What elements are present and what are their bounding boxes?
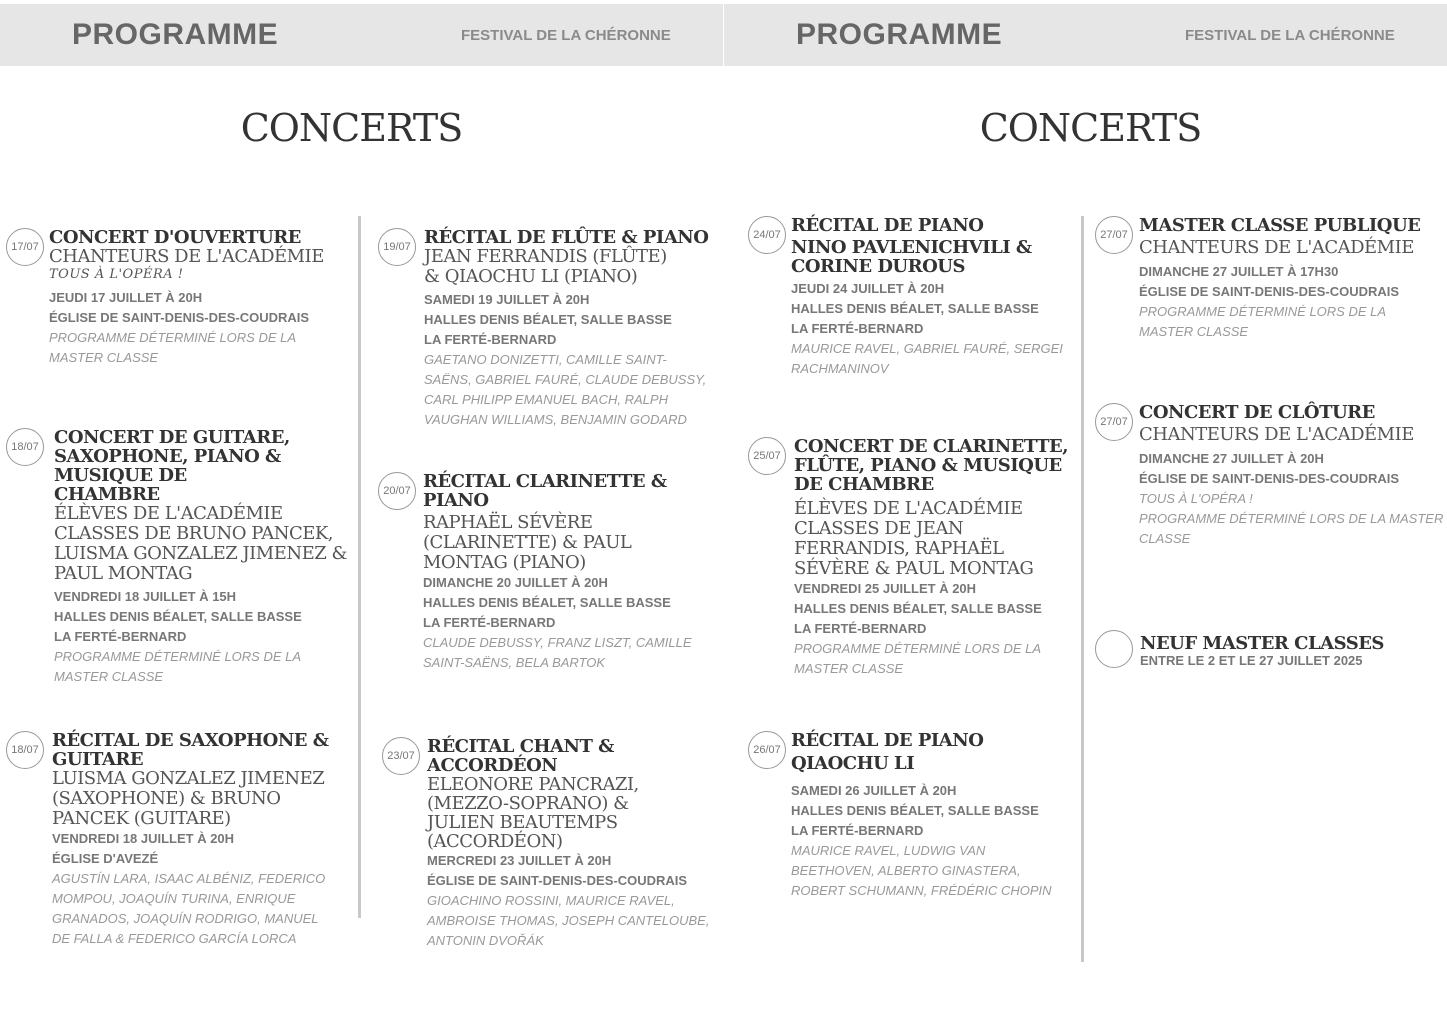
- event-program: GIOACHINO ROSSINI, MAURICE RAVEL, AMBROISE THOMAS, JOSEPH CANTELOUBE, ANTONIN DVOŘÁK: [427, 893, 710, 948]
- date-badge-icon: 24/07: [748, 216, 786, 254]
- header-title: PROGRAMME: [796, 18, 1003, 51]
- event-performers: CHANTEURS DE L'ACADÉMIE: [1139, 237, 1414, 258]
- event-town: LA FERTÉ-BERNARD: [791, 321, 924, 336]
- event-town: LA FERTÉ-BERNARD: [54, 629, 187, 644]
- event-title: NEUF MASTER CLASSES: [1140, 633, 1384, 654]
- event-program: GAETANO DONIZETTI, CAMILLE SAINT-SAËNS, GABRIEL FAURÉ, CLAUDE DEBUSSY, CARL PHILIPP EMANUEL BACH, RALPH VAUGHAN WILLIAMS, BENJAMIN GODARD: [424, 352, 707, 427]
- column-divider: [358, 216, 361, 918]
- event-title: CONCERT DE CLÔTURE: [1139, 402, 1375, 423]
- event-date: VENDREDI 25 JUILLET À 20H: [794, 581, 977, 596]
- event-venue: HALLES DENIS BÉALET, SALLE BASSE: [794, 601, 1042, 616]
- date-badge-icon: 20/07: [378, 472, 416, 510]
- event-title: RÉCITAL CLARINETTE & PIANO: [423, 471, 667, 511]
- header-festival-name: FESTIVAL DE LA CHÉRONNE: [1185, 27, 1395, 44]
- event-program: AGUSTÍN LARA, ISAAC ALBÉNIZ, FEDERICO MOMPOU, JOAQUÍN TURINA, ENRIQUE GRANADOS, JOAQUÍN RODRIGO, MANUEL DE FALLA & FEDERICO GARCÍA LORCA: [52, 871, 326, 946]
- event-program: CLAUDE DEBUSSY, FRANZ LISZT, CAMILLE SAINT-SAËNS, BELA BARTOK: [423, 635, 692, 670]
- program-page-left: [0, 0, 723, 1024]
- event-date: MERCREDI 23 JUILLET À 20H: [427, 853, 612, 868]
- event-item: [1095, 403, 1447, 549]
- date-badge-icon: 27/07: [1095, 216, 1133, 254]
- event-date: VENDREDI 18 JUILLET À 20H: [52, 831, 235, 846]
- event-item: [6, 228, 346, 368]
- event-date: DIMANCHE 20 JUILLET À 20H: [423, 575, 608, 590]
- event-performers: RAPHAËL SÉVÈRE (CLARINETTE) & PAUL MONTAG (PIANO): [423, 512, 632, 573]
- event-item: [1095, 216, 1445, 342]
- event-item: [382, 737, 717, 951]
- date-badge-icon: 25/07: [748, 437, 786, 475]
- event-date: JEUDI 17 JUILLET À 20H: [49, 290, 203, 305]
- section-title: CONCERTS: [979, 106, 1202, 150]
- event-venue: HALLES DENIS BÉALET, SALLE BASSE: [424, 312, 672, 327]
- event-program: PROGRAMME DÉTERMINÉ LORS DE LA MASTER CLASSE: [1139, 304, 1386, 339]
- event-venue: ÉGLISE D'AVEZÉ: [52, 851, 159, 866]
- date-badge-icon: 26/07: [748, 731, 786, 769]
- event-venue: HALLES DENIS BÉALET, SALLE BASSE: [423, 595, 671, 610]
- event-item: [748, 731, 1078, 901]
- event-venue: ÉGLISE DE SAINT-DENIS-DES-COUDRAIS: [1139, 471, 1400, 486]
- page-header: [724, 4, 1447, 66]
- event-item: [6, 731, 351, 949]
- event-program: PROGRAMME DÉTERMINÉ LORS DE LA MASTER CLASSE: [49, 330, 296, 365]
- event-item: [1095, 628, 1435, 669]
- event-performers: JEAN FERRANDIS (FLÛTE) & QIAOCHU LI (PIANO): [424, 246, 667, 287]
- section-title: CONCERTS: [240, 106, 463, 150]
- event-town: LA FERTÉ-BERNARD: [791, 823, 924, 838]
- event-title: RÉCITAL DE PIANO: [791, 730, 984, 751]
- event-item: [378, 228, 713, 430]
- event-town: LA FERTÉ-BERNARD: [423, 615, 556, 630]
- program-page-right: [724, 0, 1447, 1024]
- event-title: RÉCITAL CHANT & ACCORDÉON: [427, 736, 614, 776]
- column-divider: [1081, 216, 1084, 962]
- event-performers: QIAOCHU LI: [791, 753, 915, 774]
- event-date: SAMEDI 26 JUILLET À 20H: [791, 783, 957, 798]
- event-item: [378, 472, 713, 673]
- event-item: [748, 437, 1078, 679]
- event-venue: ÉGLISE DE SAINT-DENIS-DES-COUDRAIS: [1139, 284, 1400, 299]
- event-date: DIMANCHE 27 JUILLET À 20H: [1139, 451, 1324, 466]
- date-badge-icon: 18/07: [6, 731, 44, 769]
- event-title: RÉCITAL DE PIANO: [791, 215, 984, 236]
- event-program: MAURICE RAVEL, LUDWIG VAN BEETHOVEN, ALBERTO GINASTERA, ROBERT SCHUMANN, FRÉDÉRIC CHOPIN: [791, 843, 1052, 898]
- event-performers: ÉLÈVES DE L'ACADÉMIE CLASSES DE BRUNO PANCEK, LUISMA GONZALEZ JIMENEZ & PAUL MONTAG: [54, 503, 347, 584]
- date-badge-icon: 17/07: [6, 228, 44, 266]
- event-date: DIMANCHE 27 JUILLET À 17H30: [1139, 264, 1339, 279]
- event-tagline: TOUS À L'OPÉRA !: [49, 267, 184, 282]
- header-festival-name: FESTIVAL DE LA CHÉRONNE: [461, 27, 671, 44]
- event-item: [6, 428, 351, 687]
- event-title: CONCERT DE CLARINETTE, FLÛTE, PIANO & MUSIQUE DE CHAMBRE: [794, 436, 1069, 495]
- header-title: PROGRAMME: [72, 18, 279, 51]
- circle-bullet-icon: [1095, 630, 1133, 668]
- event-program: PROGRAMME DÉTERMINÉ LORS DE LA MASTER CLASSE: [794, 641, 1041, 676]
- event-title: RÉCITAL DE FLÛTE & PIANO: [424, 227, 709, 248]
- date-badge-icon: 19/07: [378, 228, 416, 266]
- event-venue: ÉGLISE DE SAINT-DENIS-DES-COUDRAIS: [427, 873, 688, 888]
- event-date: SAMEDI 19 JUILLET À 20H: [424, 292, 590, 307]
- event-performers: CHANTEURS DE L'ACADÉMIE: [49, 246, 324, 267]
- event-title: RÉCITAL DE SAXOPHONE & GUITARE: [52, 730, 329, 770]
- event-performers: LUISMA GONZALEZ JIMENEZ (SAXOPHONE) & BRUNO PANCEK (GUITARE): [52, 768, 325, 829]
- event-performers: ELEONORE PANCRAZI, (MEZZO-SOPRANO) & JULIEN BEAUTEMPS (ACCORDÉON): [427, 774, 639, 852]
- event-date: VENDREDI 18 JUILLET À 15H: [54, 589, 237, 604]
- event-town: LA FERTÉ-BERNARD: [424, 332, 557, 347]
- event-performers: ÉLÈVES DE L'ACADÉMIE CLASSES DE JEAN FERRANDIS, RAPHAËL SÉVÈRE & PAUL MONTAG: [794, 498, 1034, 579]
- event-item: [748, 216, 1078, 379]
- event-program: PROGRAMME DÉTERMINÉ LORS DE LA MASTER CLASSE: [54, 649, 301, 684]
- date-badge-icon: 23/07: [382, 737, 420, 775]
- event-title: CONCERT DE GUITARE, SAXOPHONE, PIANO & MUSIQUE DE CHAMBRE: [54, 427, 290, 505]
- event-title: MASTER CLASSE PUBLIQUE: [1139, 215, 1421, 236]
- event-venue: HALLES DENIS BÉALET, SALLE BASSE: [54, 609, 302, 624]
- event-venue: ÉGLISE DE SAINT-DENIS-DES-COUDRAIS: [49, 310, 310, 325]
- event-venue: HALLES DENIS BÉALET, SALLE BASSE: [791, 301, 1039, 316]
- event-program: MAURICE RAVEL, GABRIEL FAURÉ, SERGEI RACHMANINOV: [791, 341, 1063, 376]
- event-program: PROGRAMME DÉTERMINÉ LORS DE LA MASTER CLASSE: [1139, 511, 1444, 546]
- event-tagline: TOUS À L'OPÉRA !: [1139, 491, 1253, 506]
- event-title: CONCERT D'OUVERTURE: [49, 227, 301, 248]
- date-badge-icon: 18/07: [6, 428, 44, 466]
- event-town: LA FERTÉ-BERNARD: [794, 621, 927, 636]
- event-performers: CHANTEURS DE L'ACADÉMIE: [1139, 424, 1414, 445]
- event-venue: HALLES DENIS BÉALET, SALLE BASSE: [791, 803, 1039, 818]
- date-badge-icon: 27/07: [1095, 403, 1133, 441]
- event-date: ENTRE LE 2 ET LE 27 JUILLET 2025: [1140, 653, 1363, 668]
- event-performers: NINO PAVLENICHVILI & CORINE DUROUS: [791, 237, 1032, 277]
- event-date: JEUDI 24 JUILLET À 20H: [791, 281, 945, 296]
- page-header: [0, 4, 723, 66]
